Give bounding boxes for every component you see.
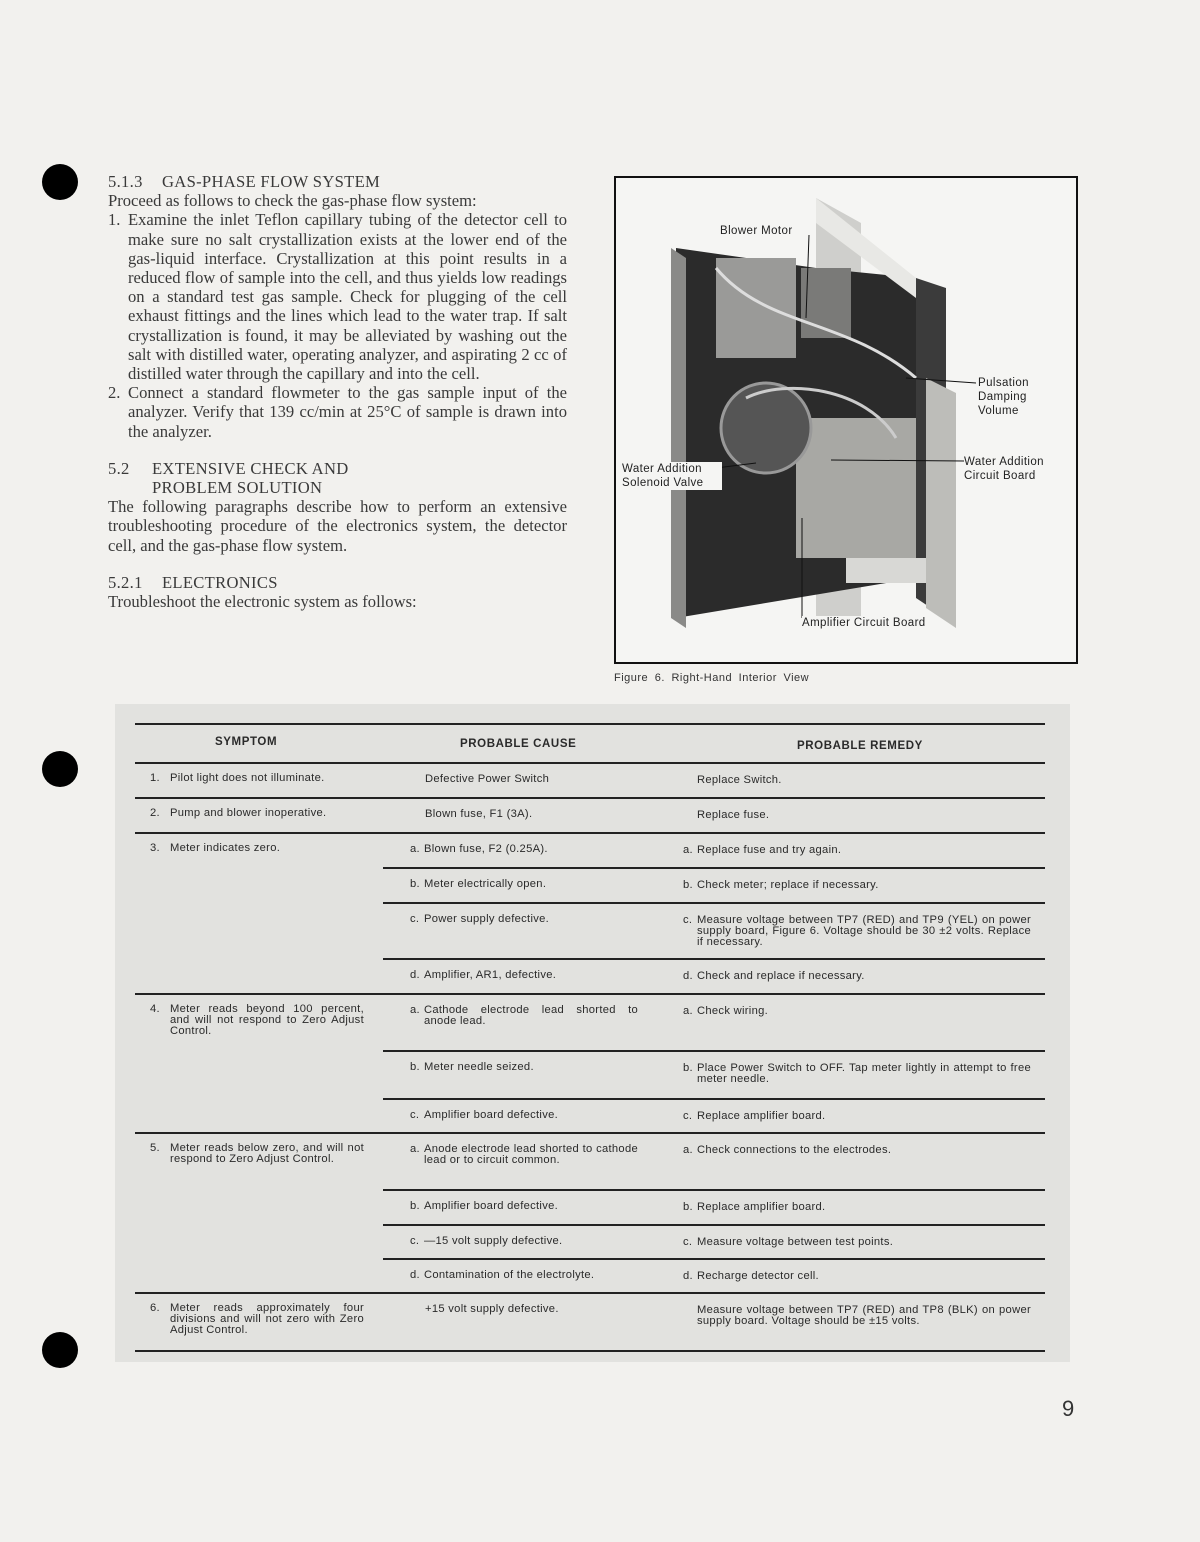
remedy-text: Replace amplifier board. [697,1201,826,1213]
remedy-letter: c. [683,1110,693,1122]
cause-cell [410,1005,638,1027]
symptom-text: Meter reads beyond 100 percent, and will not respond to Zero Adjust Control. [170,1003,364,1037]
cause-letter: b. [410,878,420,890]
analyzer-interior-photo [616,178,1076,662]
cause-cell [410,1110,638,1121]
table-rule [135,1350,1045,1352]
remedy-cell [683,971,1031,982]
remedy-cell [683,1111,1031,1122]
remedy-text: Check wiring. [697,1005,769,1017]
table-rule [135,832,1045,834]
list-item: 2. Connect a standard flowmeter to the gas sample input of the analyzer. Verify that 139 cc/min at 25°C of sample is drawn into the analyzer. [108,383,567,441]
table-rule [383,867,1045,869]
symptom-cell [150,808,364,819]
symptom-cell [150,1143,364,1165]
symptom-text: Meter reads below zero, and will not respond to Zero Adjust Control. [170,1142,364,1165]
remedy-cell [683,1063,1031,1085]
remedy-cell [683,915,1031,948]
remedy-cell [683,1006,1031,1017]
table-rule [135,762,1045,764]
remedy-cell [683,1145,1031,1156]
table-rule [383,958,1045,960]
symptom-cell [150,1004,364,1037]
remedy-letter: d. [683,1270,693,1282]
intro-paragraph: Proceed as follows to check the gas-phase flow system: [108,191,477,211]
remedy-cell [683,845,1031,856]
cause-cell [410,914,638,925]
punch-hole [42,1332,78,1368]
remedy-text: Recharge detector cell. [697,1270,819,1282]
cause-letter: d. [410,1269,420,1281]
cause-cell [410,1144,638,1166]
remedy-letter: c. [683,1236,693,1248]
remedy-letter: a. [683,844,693,856]
symptom-number: 1. [150,772,160,784]
label-blower-motor: Blower Motor [720,225,793,237]
remedy-cell [697,810,1031,821]
cause-text: Defective Power Switch [425,773,550,785]
remedy-letter: a. [683,1144,693,1156]
cause-cell [410,844,638,855]
section-5-2-paragraph: The following paragraphs describe how to perform an extensive troubleshooting procedure of the electronics system, the detector cell, and the gas-phase flow system. [108,497,567,555]
table-rule [383,1224,1045,1226]
cause-letter: c. [410,913,420,925]
cause-text: Amplifier, AR1, defective. [424,969,557,981]
label-amplifier-circuit-board: Amplifier Circuit Board [802,617,926,629]
cause-cell [410,1062,638,1073]
remedy-cell [683,880,1031,891]
table-rule [383,1258,1045,1260]
remedy-text: Replace fuse. [697,809,770,821]
symptom-number: 6. [150,1302,160,1314]
cause-cell [410,1236,638,1247]
cause-cell [410,1201,638,1212]
cause-letter: b. [410,1061,420,1073]
cause-letter: c. [410,1109,420,1121]
remedy-letter: c. [683,914,693,926]
list-item: 1. Examine the inlet Teflon capillary tubing of the detector cell to make sure no salt crystallization exists at the lower end of the gas-liquid interface. Crystallization at this point results in a reduced flow of sample into the cell, and thus yields low readings on a standard test gas sample. Check for plugging of the cell exhaust fittings and the lines which lead to the water trap. If salt crystallization is found, it may be alleviated by washing out the salt with distilled water, operating analyzer, and aspirating 2 cc of distilled water through the capillary and into the cell. [108,210,567,384]
symptom-cell [150,773,364,784]
symptom-number: 3. [150,842,160,854]
cause-text: +15 volt supply defective. [425,1303,559,1315]
table-rule [383,1050,1045,1052]
header-probable-cause: PROBABLE CAUSE [460,738,577,750]
cause-text: Blown fuse, F1 (3A). [425,808,533,820]
remedy-cell [683,1271,1031,1282]
symptom-text: Meter reads approximately four divisions and will not zero with Zero Adjust Control. [170,1302,364,1336]
remedy-letter: d. [683,970,693,982]
symptom-number: 5. [150,1142,160,1154]
cause-text: —15 volt supply defective. [424,1235,563,1247]
cause-letter: d. [410,969,420,981]
figure-6-photo [614,176,1078,664]
figure-caption: Figure 6. Right-Hand Interior View [614,672,810,684]
remedy-text: Check meter; replace if necessary. [697,879,879,891]
label-water-addition-circuit-board: Water Addition Circuit Board [964,456,1044,482]
remedy-cell [683,1202,1031,1213]
cause-cell [410,970,638,981]
header-probable-remedy: PROBABLE REMEDY [797,740,923,752]
cause-cell [410,879,638,890]
remedy-text: Measure voltage between TP7 (RED) and TP9 (YEL) on power supply board, Figure 6. Voltage should be 30 ±2 volts. Replace if necessary. [697,914,1031,948]
label-pulsation-damping-volume: Pulsation Damping Volume [978,377,1029,417]
heading-5-1-3: 5.1.3 GAS-PHASE FLOW SYSTEM [108,172,381,191]
punch-hole [42,164,78,200]
heading-5-2: 5.2 EXTENSIVE CHECK AND PROBLEM SOLUTION [108,458,349,498]
cause-letter: a. [410,1143,420,1155]
cause-letter: b. [410,1200,420,1212]
cause-text: Blown fuse, F2 (0.25A). [424,843,548,855]
cause-letter: a. [410,1004,420,1016]
cause-text: Amplifier board defective. [424,1200,559,1212]
cause-letter: c. [410,1235,420,1247]
table-rule [135,1292,1045,1294]
body-text-column [108,172,567,611]
symptom-number: 4. [150,1003,160,1015]
symptom-text: Pump and blower inoperative. [170,807,327,819]
symptom-cell [150,843,364,854]
remedy-text: Replace amplifier board. [697,1110,826,1122]
header-symptom: SYMPTOM [215,736,278,748]
punch-hole [42,751,78,787]
symptom-number: 2. [150,807,160,819]
table-rule [135,797,1045,799]
remedy-letter: b. [683,879,693,891]
table-rule [135,1132,1045,1134]
remedy-letter: a. [683,1005,693,1017]
remedy-text: Replace Switch. [697,774,782,786]
remedy-text: Measure voltage between test points. [697,1236,894,1248]
cause-cell [425,809,653,820]
cause-text: Amplifier board defective. [424,1109,559,1121]
cause-text: Contamination of the electrolyte. [424,1269,595,1281]
cause-text: Power supply defective. [424,913,550,925]
remedy-cell [683,1237,1031,1248]
remedy-text: Measure voltage between TP7 (RED) and TP8 (BLK) on power supply board. Voltage should be ±15 volts. [697,1304,1031,1327]
cause-cell [425,1304,653,1315]
symptom-text: Pilot light does not illuminate. [170,772,325,784]
remedy-letter: b. [683,1201,693,1213]
cause-letter: a. [410,843,420,855]
symptom-text: Meter indicates zero. [170,842,281,854]
page-number: 9 [1062,1396,1075,1421]
remedy-letter: b. [683,1062,693,1074]
remedy-text: Check connections to the electrodes. [697,1144,892,1156]
label-water-addition-solenoid-valve: Water Addition Solenoid Valve [622,462,722,490]
remedy-text: Replace fuse and try again. [697,844,842,856]
remedy-cell [697,775,1031,786]
symptom-cell [150,1303,364,1336]
cause-text: Meter electrically open. [424,878,547,890]
remedy-text: Place Power Switch to OFF. Tap meter lightly in attempt to free meter needle. [697,1062,1031,1085]
table-rule [383,902,1045,904]
section-5-2-1-paragraph: Troubleshoot the electronic system as follows: [108,592,417,612]
cause-text: Meter needle seized. [424,1061,534,1073]
table-rule [135,993,1045,995]
cause-text: Cathode electrode lead shorted to anode lead. [424,1004,638,1027]
cause-text: Anode electrode lead shorted to cathode lead or to circuit common. [424,1143,638,1166]
remedy-text: Check and replace if necessary. [697,970,865,982]
cause-cell [410,1270,638,1281]
table-rule [383,1098,1045,1100]
heading-5-2-1: 5.2.1 ELECTRONICS [108,572,278,592]
troubleshooting-table [115,704,1070,1362]
cause-cell [425,774,653,785]
table-rule [135,723,1045,725]
table-rule [383,1189,1045,1191]
remedy-cell [697,1305,1031,1327]
